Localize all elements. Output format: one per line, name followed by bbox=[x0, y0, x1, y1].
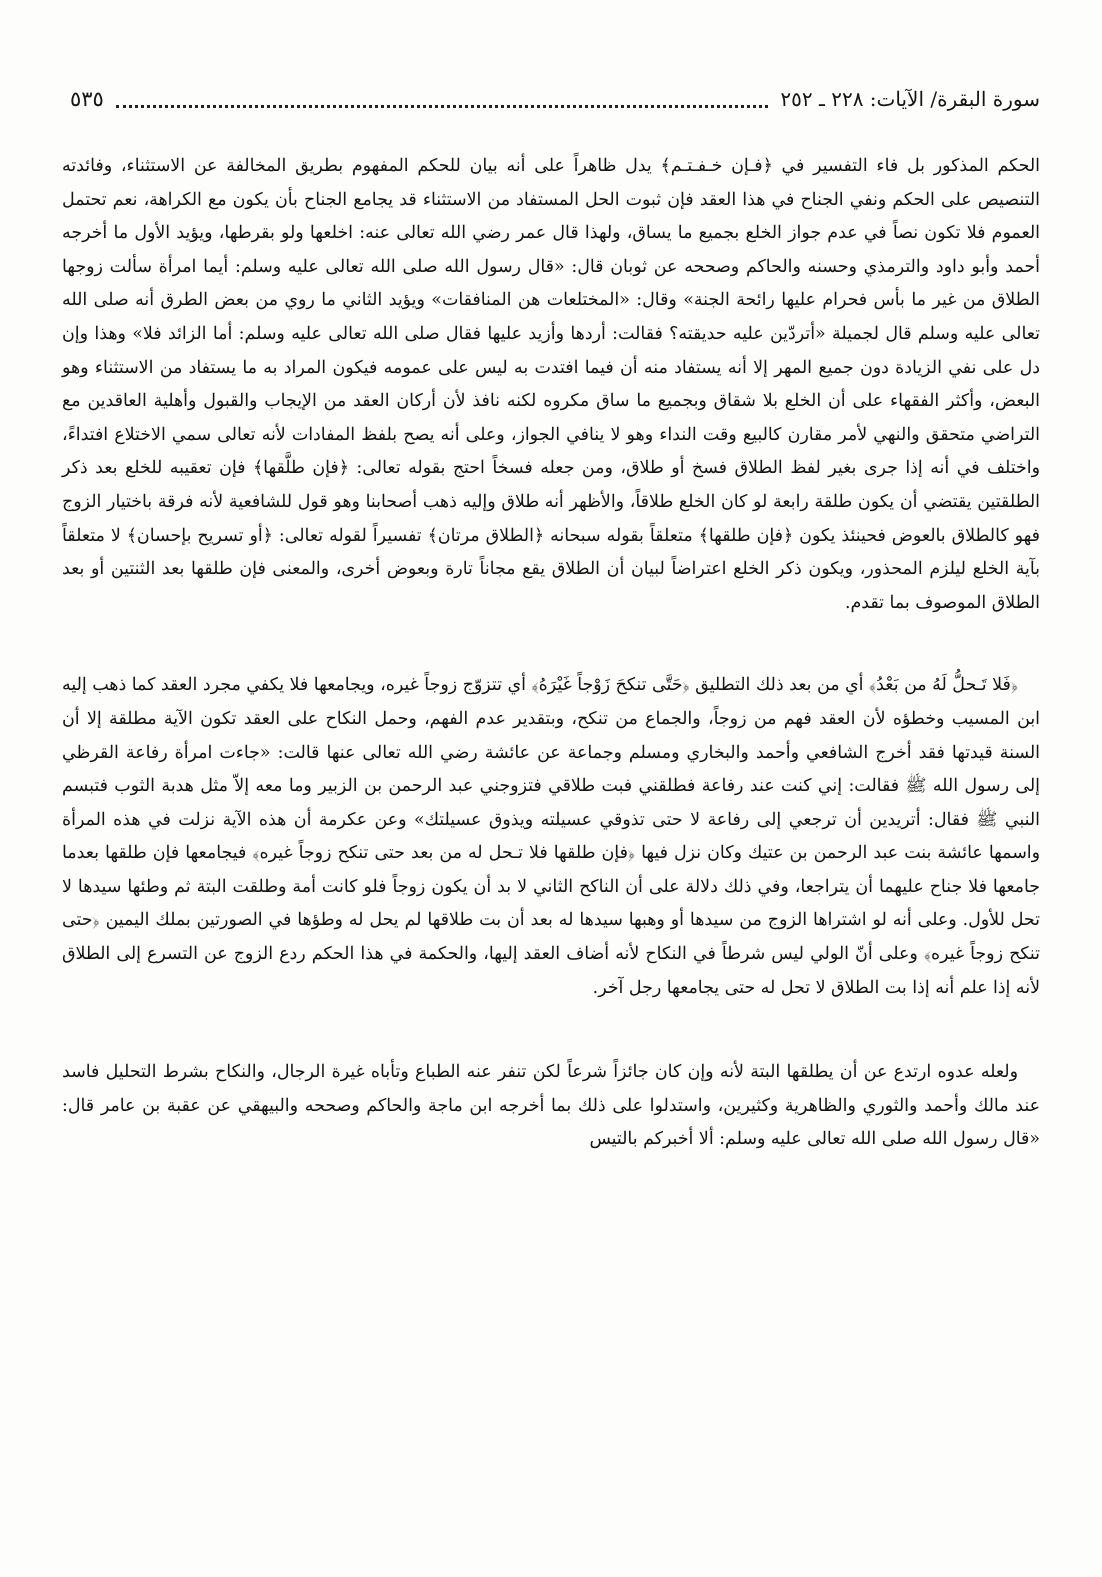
paragraph-2: ﴿فَلا تَـحلُّ لَهُ من بَعْدُ﴾ أي من بعد ذلك التطليق ﴿حَتَّى تنكحَ زَوْجاً غَيْرَهُ﴾ أي تتزوّج زوجاً غيره، ويجامعها فلا يكفي مجرد العقد كما ذهب إليه ابن المسيب وخطؤه لأن العقد فهم من زوجاً، والجماع من تنكح، وبتقدير عدم الفهم، وحمل النكاح على العقد تكون الآية مطلقة إلا أن السنة قيدتها فقد أخرج الشافعي وأحمد والبخاري ومسلم وجماعة عن عائشة رضي الله تعالى عنها قالت: «جاءت امرأة رفاعة القرظي إلى رسول الله ﷺ فقالت: إني كنت عند رفاعة فطلقني فبت طلاقي فتزوجني عبد الرحمن بن الزبير وما معه إلاّ مثل هدبة الثوب فتبسم النبي ﷺ فقال: أتريدين أن ترجعي إلى رفاعة لا حتى تذوقي عسيلته ويذوق عسيلتك» وعن عكرمة أن هذه الآية نزلت في هذه المرأة واسمها عائشة بنت عبد الرحمن بن عتيك وكان نزل فيها ﴿فإن طلقها فلا تـحل له من بعد حتى تنكح زوجاً غيره﴾ فيجامعها فإن طلقها بعدما جامعها فلا جناح عليهما أن يتراجعا، وفي ذلك دلالة على أن الناكح الثاني لا بد أن يكون زوجاً فلو كانت أمة وطلقت البتة ثم وطئها سيدها لا تحل للأول. وعلى أنه لو اشتراها الزوج من سيدها أو وهبها سيدها له بعد أن بت طلاقها لم يحل له وطؤها في الصورتين بملك اليمين ﴿حتى تنكح زوجاً غيره﴾ وعلى أنّ الولي ليس شرطاً في النكاح لأنه أضاف العقد إليها، والحكمة في هذا الحكم ردع الزوج عن التسرع إلى الطلاق لأنه إذا علم أنه إذا بت الطلاق لا تحل له حتى يجامعها رجل آخر. bbox=[62, 675, 1041, 998]
running-header bbox=[70, 82, 1040, 116]
dotted-leader bbox=[116, 91, 769, 108]
paragraph-spacer bbox=[62, 620, 1040, 669]
paragraph-spacer bbox=[62, 1005, 1040, 1056]
page-number: ٥٣٥ bbox=[70, 87, 104, 111]
paragraph-1: الحكم المذكور بل فاء التفسير في ﴿فـإن خـفـتـم﴾ يدل ظاهراً على أنه بيان للحكم المفهوم بطريق المخالفة عن الاستثناء، وفائدته التنصيص على الحكم ونفي الجناح في هذا العقد فإن ثبوت الحل المستفاد من الاستثناء قد يجامع الجناح بأن يكون مع الكراهة، نعم تحتمل العموم فلا تكون نصاً في عدم جواز الخلع بجميع ما يساق، ولهذا قال عمر رضي الله تعالى عنه: اخلعها ولو بقرطها، ويؤيد الأول ما أخرجه أحمد وأبو داود والترمذي وحسنه والحاكم وصححه عن ثوبان قال: «قال رسول الله صلى الله تعالى عليه وسلم: أيما امرأة سألت زوجها الطلاق من غير ما بأس فحرام عليها رائحة الجنة» وقال: «المختلعات هن المنافقات» ويؤيد الثاني ما روي من بعض الطرق أنه صلى الله تعالى عليه وسلم قال لجميلة «أتردّين عليه حديقته؟ فقالت: أردها وأزيد عليها فقال صلى الله تعالى عليه وسلم: أما الزائد فلا» وهذا وإن دل على نفي الزيادة دون جميع المهر إلا أنه يستفاد منه أن فيما افتدت به ليس على عمومه فيكون المراد به ما يستفاد من الاستثناء وهو البعض، وأكثر الفقهاء على أن الخلع بلا شقاق وبجميع ما ساق مكروه لكنه نافذ لأن أركان العقد من الإيجاب والقبول وأهلية العاقدين مع التراضي متحقق والنهي لأمر مقارن كالبيع وقت النداء وهو لا ينافي الجواز، وعلى أنه يصح بلفظ المفادات لأنه تعالى سمي الاختلاع افتداءً، واختلف في أنه إذا جرى بغير لفظ الطلاق فسخ أو طلاق، ومن جعله فسخاً احتج بقوله تعالى: ﴿فإن طلَّقها﴾ فإن تعقيبه للخلع بعد ذكر الطلقتين يقتضي أن يكون طلقة رابعة لو كان الخلع طلاقاً، والأظهر أنه طلاق وإليه ذهب أصحابنا وهو قول للشافعية لأنه فرقة باختيار الزوج فهو كالطلاق بالعوض فحينئذ يكون ﴿فإن طلقها﴾ متعلقاً بقوله سبحانه ﴿الطلاق مرتان﴾ تفسيراً لقوله تعالى: ﴿أو تسريح بإحسان﴾ لا متعلقاً بآية الخلع ليلزم المحذور، ويكون ذكر الخلع اعتراضاً لبيان أن الطلاق يقع مجاناً تارة وبعوض أخرى، والمعنى فإن طلقها بعد الثنتين أو بعد الطلاق الموصوف بما تقدم. bbox=[62, 156, 1040, 613]
paragraph-3: ولعله عدوه ارتدع عن أن يطلقها البتة لأنه وإن كان جائزاً شرعاً لكن تنفر عنه الطباع وتأباه غيرة الرجال، والنكاح بشرط التحليل فاسد عند مالك وأحمد والثوري والظاهرية وكثيرين، واستدلوا على ذلك بما أخرجه ابن ماجة والحاكم وصححه والبيهقي عن عقبة بن عامر قال: «قال رسول الله صلى الله تعالى عليه وسلم: ألا أخبركم بالتيس bbox=[62, 1062, 1040, 1150]
header-title: سورة البقرة/ الآيات: ٢٢٨ ـ ٢٥٢ bbox=[780, 87, 1040, 111]
page-body bbox=[62, 150, 1040, 1157]
